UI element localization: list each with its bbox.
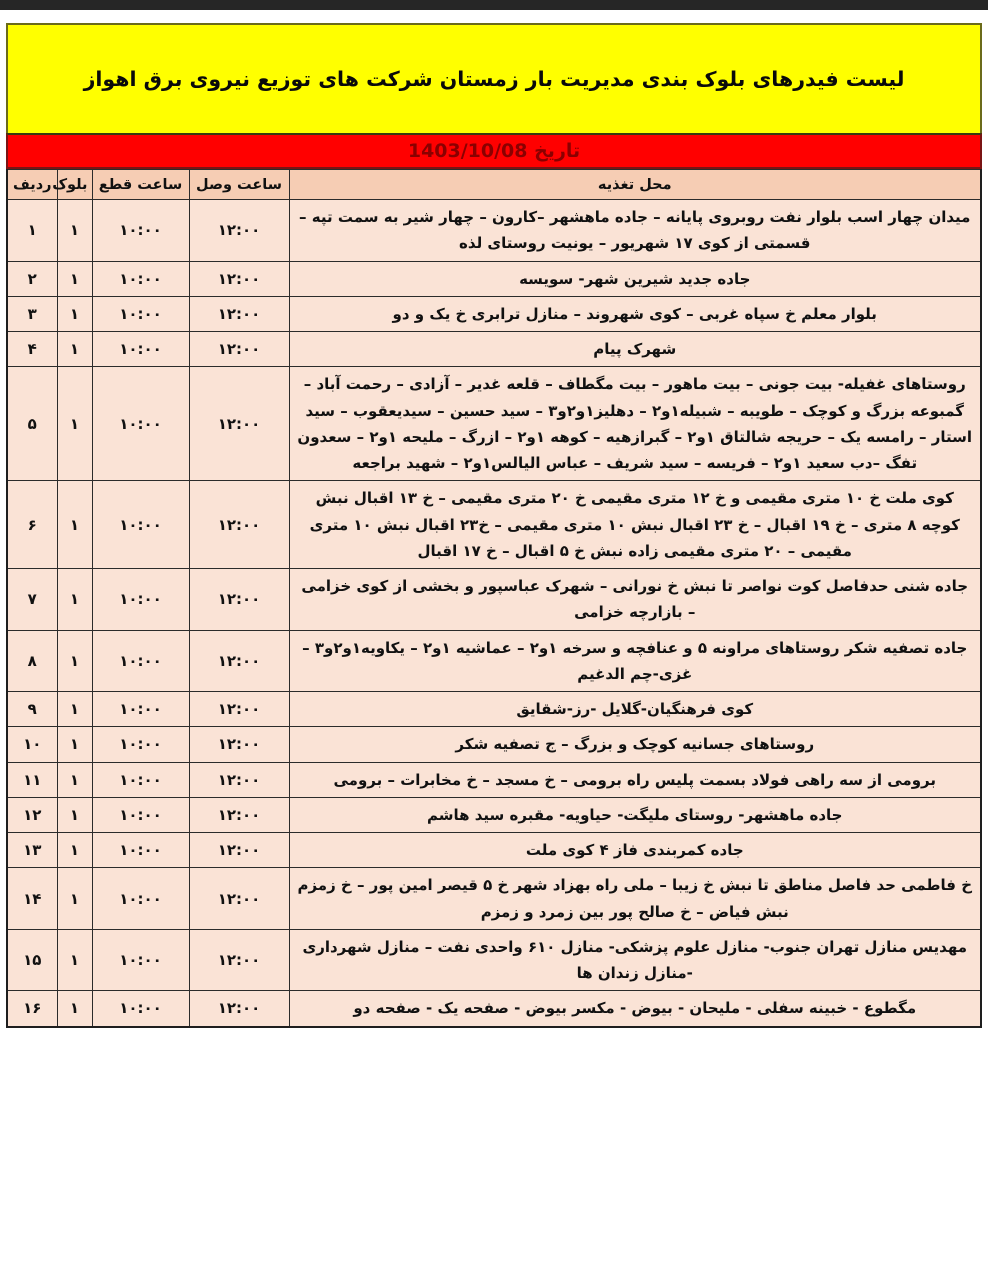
cell-location: میدان چهار اسب بلوار نفت روبروی پایانه – جاده ماهشهر –کارون – چهار شیر به سمت تپه – قسمتی از کوی ۱۷ شهریور – یونیت روستای لذه (289, 200, 981, 262)
cell-cut-time: ۱۰:۰۰ (92, 868, 189, 930)
cell-index: ۵ (7, 367, 57, 481)
cell-index: ۱۴ (7, 868, 57, 930)
cell-restore-time: ۱۲:۰۰ (189, 261, 289, 296)
document-banner (6, 23, 982, 133)
table-row (7, 692, 981, 727)
cell-location: جاده شنی حدفاصل کوت نواصر تا نبش خ نورانی – شهرک عباسپور و بخشی از کوی خزامی – بازارچه خزامی (289, 569, 981, 631)
cell-restore-time: ۱۲:۰۰ (189, 991, 289, 1027)
cell-restore-time: ۱۲:۰۰ (189, 569, 289, 631)
table-row (7, 929, 981, 991)
top-white-margin (0, 10, 988, 23)
cell-index: ۱۵ (7, 929, 57, 991)
cell-block: ۱ (57, 868, 92, 930)
table-row (7, 868, 981, 930)
cell-cut-time: ۱۰:۰۰ (92, 797, 189, 832)
cell-index: ۸ (7, 630, 57, 692)
cell-index: ۱۳ (7, 833, 57, 868)
table-row (7, 200, 981, 262)
column-header-location: محل تغذیه (289, 170, 981, 200)
cell-location: جاده جدید شیرین شهر- سویسه (289, 261, 981, 296)
cell-index: ۷ (7, 569, 57, 631)
cell-location: جاده ماهشهر- روستای ملیگت- حیاویه- مقبره سید هاشم (289, 797, 981, 832)
cell-restore-time: ۱۲:۰۰ (189, 762, 289, 797)
table-row (7, 296, 981, 331)
cell-block: ۱ (57, 727, 92, 762)
table-body (7, 200, 981, 1027)
outage-schedule-table (6, 169, 982, 1028)
cell-cut-time: ۱۰:۰۰ (92, 367, 189, 481)
date-label: تاریخ 1403/10/08 (407, 140, 581, 162)
cell-index: ۱۱ (7, 762, 57, 797)
table-row (7, 332, 981, 367)
cell-location: بلوار معلم خ سپاه غربی – کوی شهروند – منازل ترابری خ یک و دو (289, 296, 981, 331)
table-header (7, 170, 981, 200)
cell-block: ۱ (57, 569, 92, 631)
cell-index: ۹ (7, 692, 57, 727)
cell-location: کوی ملت خ ۱۰ متری مقیمی و خ ۱۲ متری مقیمی خ ۲۰ متری مقیمی – خ ۱۳ اقبال نبش کوچه ۸ متری – خ ۱۹ اقبال – خ ۲۳ اقبال نبش ۱۰ متری مقیمی – خ۲۳ اقبال نبش ۱۰ متری مقیمی – ۲۰ متری مقیمی زاده نبش خ ۵ اقبال – خ ۱۷ اقبال (289, 481, 981, 569)
table-row (7, 569, 981, 631)
cell-restore-time: ۱۲:۰۰ (189, 833, 289, 868)
document-page (0, 23, 988, 1028)
cell-block: ۱ (57, 797, 92, 832)
cell-index: ۱۰ (7, 727, 57, 762)
cell-cut-time: ۱۰:۰۰ (92, 727, 189, 762)
cell-block: ۱ (57, 261, 92, 296)
table-row (7, 762, 981, 797)
cell-cut-time: ۱۰:۰۰ (92, 991, 189, 1027)
cell-cut-time: ۱۰:۰۰ (92, 569, 189, 631)
cell-restore-time: ۱۲:۰۰ (189, 868, 289, 930)
cell-cut-time: ۱۰:۰۰ (92, 332, 189, 367)
cell-restore-time: ۱۲:۰۰ (189, 481, 289, 569)
cell-cut-time: ۱۰:۰۰ (92, 929, 189, 991)
cell-block: ۱ (57, 692, 92, 727)
column-header-cut-time: ساعت قطع (92, 170, 189, 200)
cell-restore-time: ۱۲:۰۰ (189, 797, 289, 832)
column-header-index: ردیف (7, 170, 57, 200)
table-row (7, 261, 981, 296)
cell-block: ۱ (57, 630, 92, 692)
cell-index: ۲ (7, 261, 57, 296)
cell-block: ۱ (57, 833, 92, 868)
cell-restore-time: ۱۲:۰۰ (189, 332, 289, 367)
cell-index: ۳ (7, 296, 57, 331)
cell-index: ۴ (7, 332, 57, 367)
cell-cut-time: ۱۰:۰۰ (92, 481, 189, 569)
cell-block: ۱ (57, 929, 92, 991)
cell-location: جاده تصفیه شکر روستاهای مراونه ۵ و عنافچه و سرخه ۱و۲ – عماشیه ۱و۲ – یکاویه۱و۲و۳ – غزی-چم الدغیم (289, 630, 981, 692)
table-row (7, 991, 981, 1027)
table-row (7, 367, 981, 481)
bottom-white-margin (0, 1028, 988, 1048)
cell-block: ۱ (57, 332, 92, 367)
cell-cut-time: ۱۰:۰۰ (92, 833, 189, 868)
cell-cut-time: ۱۰:۰۰ (92, 762, 189, 797)
cell-restore-time: ۱۲:۰۰ (189, 727, 289, 762)
cell-location: روستاهای جسانیه کوچک و بزرگ – ج تصفیه شکر (289, 727, 981, 762)
cell-location: مهدیس منازل تهران جنوب- منازل علوم پزشکی- منازل ۶۱۰ واحدی نفت – منازل شهرداری -منازل زندان ها (289, 929, 981, 991)
cell-restore-time: ۱۲:۰۰ (189, 296, 289, 331)
column-header-restore-time: ساعت وصل (189, 170, 289, 200)
cell-cut-time: ۱۰:۰۰ (92, 692, 189, 727)
cell-index: ۱۶ (7, 991, 57, 1027)
cell-location: کوی فرهنگیان-گلایل -رز-شقایق (289, 692, 981, 727)
cell-block: ۱ (57, 367, 92, 481)
cell-block: ۱ (57, 991, 92, 1027)
cell-block: ۱ (57, 200, 92, 262)
cell-index: ۶ (7, 481, 57, 569)
table-row (7, 797, 981, 832)
cell-index: ۱۲ (7, 797, 57, 832)
date-bar (6, 133, 982, 169)
cell-block: ۱ (57, 296, 92, 331)
cell-restore-time: ۱۲:۰۰ (189, 692, 289, 727)
cell-restore-time: ۱۲:۰۰ (189, 929, 289, 991)
document-title: لیست فیدرهای بلوک بندی مدیریت بار زمستان شرکت های توزیع نیروی برق اهواز (83, 66, 905, 91)
cell-location: خ فاطمی حد فاصل مناطق تا نبش خ زیبا – ملی راه بهزاد شهر خ ۵ قیصر امین پور – خ زمزم نبش فیاض – خ صالح پور بین زمرد و زمزم (289, 868, 981, 930)
table-row (7, 481, 981, 569)
table-header-row (7, 170, 981, 200)
column-header-block: بلوک (57, 170, 92, 200)
cell-cut-time: ۱۰:۰۰ (92, 296, 189, 331)
cell-location: جاده کمربندی فاز ۴ کوی ملت (289, 833, 981, 868)
cell-cut-time: ۱۰:۰۰ (92, 261, 189, 296)
cell-location: مگطوع - خبینه سفلی - ملیحان - بیوض - مکسر بیوض - صفحه یک - صفحه دو (289, 991, 981, 1027)
cell-index: ۱ (7, 200, 57, 262)
cell-block: ۱ (57, 481, 92, 569)
cell-cut-time: ۱۰:۰۰ (92, 630, 189, 692)
cell-location: شهرک پیام (289, 332, 981, 367)
cell-restore-time: ۱۲:۰۰ (189, 630, 289, 692)
top-screen-strip (0, 0, 988, 10)
cell-restore-time: ۱۲:۰۰ (189, 367, 289, 481)
table-row (7, 727, 981, 762)
cell-restore-time: ۱۲:۰۰ (189, 200, 289, 262)
cell-block: ۱ (57, 762, 92, 797)
cell-cut-time: ۱۰:۰۰ (92, 200, 189, 262)
table-row (7, 630, 981, 692)
cell-location: برومی از سه راهی فولاد بسمت پلیس راه برومی – خ مسجد – خ مخابرات – برومی (289, 762, 981, 797)
cell-location: روستاهای غفیله- بیت جونی – بیت ماهور – بیت مگطاف – قلعه غدیر – آزادی – رحمت آباد – گمبوعه بزرگ و کوچک – طویبه – شبیله۱و۲ – دهلیز۱و۲و۳ – سید حسین – سیدیعقوب – سید استار – رامسه یک – حریجه شالتاق ۱و۲ – گبرازهیه – کوهه ۱و۲ – ازرگ – ملیحه ۱و۲ – سعدون تفگ –دب سعید ۱و۲ – فریسه – سید شریف – عباس الیالس۱و۲ – شهید براجعه (289, 367, 981, 481)
table-row (7, 833, 981, 868)
